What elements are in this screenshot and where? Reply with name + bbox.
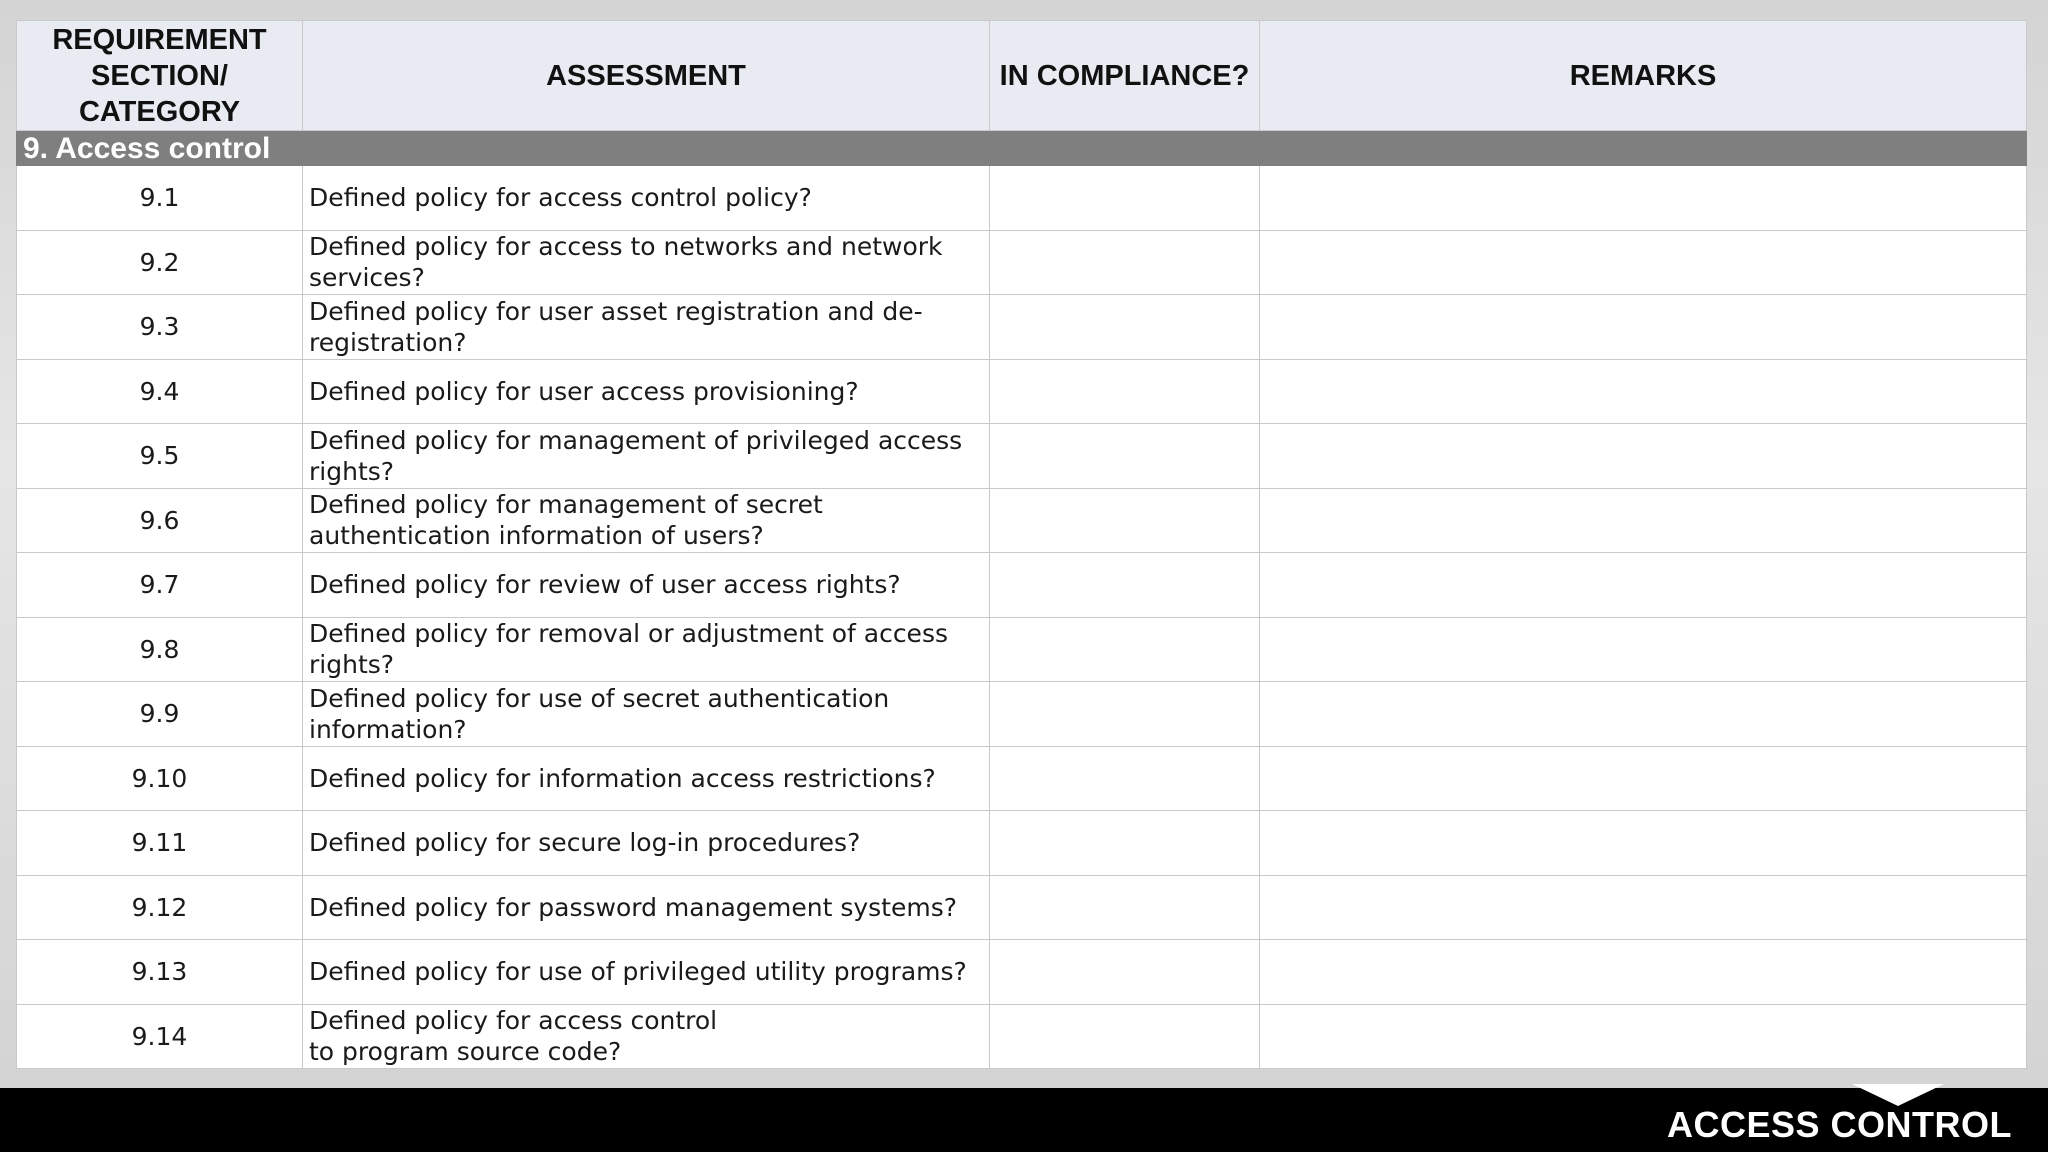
assessment-cell: Defined policy for management of privileged access rights?: [303, 424, 990, 489]
remarks-cell[interactable]: [1260, 875, 2027, 940]
table-row: [17, 1004, 2027, 1069]
in-compliance-cell[interactable]: [990, 746, 1260, 811]
in-compliance-cell[interactable]: [990, 1004, 1260, 1069]
table-row: [17, 940, 2027, 1005]
remarks-cell[interactable]: [1260, 940, 2027, 1005]
table-row: [17, 488, 2027, 553]
table-row: [17, 617, 2027, 682]
in-compliance-cell[interactable]: [990, 617, 1260, 682]
requirement-id-cell: 9.4: [17, 359, 303, 424]
remarks-cell[interactable]: [1260, 166, 2027, 231]
table-row: [17, 811, 2027, 876]
assessment-cell: Defined policy for user asset registration and de-registration?: [303, 295, 990, 360]
in-compliance-cell[interactable]: [990, 811, 1260, 876]
remarks-cell[interactable]: [1260, 682, 2027, 747]
footer-title: ACCESS CONTROL: [1666, 1104, 2012, 1145]
requirement-id-cell: 9.6: [17, 488, 303, 553]
section-header-row: [17, 131, 2027, 166]
requirement-id-cell: 9.14: [17, 1004, 303, 1069]
assessment-cell: Defined policy for management of secret authentication information of users?: [303, 488, 990, 553]
requirement-id-cell: 9.9: [17, 682, 303, 747]
requirement-id-cell: 9.3: [17, 295, 303, 360]
requirement-id-cell: 9.13: [17, 940, 303, 1005]
assessment-cell: Defined policy for password management systems?: [303, 875, 990, 940]
requirement-id-cell: 9.8: [17, 617, 303, 682]
requirement-id-cell: 9.2: [17, 230, 303, 295]
remarks-cell[interactable]: [1260, 488, 2027, 553]
remarks-cell[interactable]: [1260, 295, 2027, 360]
in-compliance-cell[interactable]: [990, 875, 1260, 940]
requirement-id-cell: 9.7: [17, 553, 303, 618]
remarks-cell[interactable]: [1260, 746, 2027, 811]
in-compliance-cell[interactable]: [990, 682, 1260, 747]
table-row: [17, 746, 2027, 811]
header-requirement-section: REQUIREMENT SECTION/ CATEGORY: [17, 21, 303, 131]
remarks-cell[interactable]: [1260, 553, 2027, 618]
section-title: 9. Access control: [17, 131, 2027, 166]
compliance-checklist-table: [16, 20, 2027, 1069]
requirement-id-cell: 9.10: [17, 746, 303, 811]
remarks-cell[interactable]: [1260, 811, 2027, 876]
in-compliance-cell[interactable]: [990, 230, 1260, 295]
header-remarks: REMARKS: [1260, 21, 2027, 131]
assessment-cell: Defined policy for access control policy?: [303, 166, 990, 231]
in-compliance-cell[interactable]: [990, 359, 1260, 424]
header-in-compliance: IN COMPLIANCE?: [990, 21, 1260, 131]
table-row: [17, 553, 2027, 618]
assessment-cell: Defined policy for removal or adjustment of access rights?: [303, 617, 990, 682]
table-row: [17, 359, 2027, 424]
assessment-cell: Defined policy for information access restrictions?: [303, 746, 990, 811]
header-assessment: ASSESSMENT: [303, 21, 990, 131]
table-row: [17, 682, 2027, 747]
assessment-cell: Defined policy for user access provisioning?: [303, 359, 990, 424]
remarks-cell[interactable]: [1260, 1004, 2027, 1069]
in-compliance-cell[interactable]: [990, 488, 1260, 553]
table-row: [17, 230, 2027, 295]
assessment-cell: Defined policy for secure log-in procedures?: [303, 811, 990, 876]
remarks-cell[interactable]: [1260, 424, 2027, 489]
assessment-cell: Defined policy for use of secret authentication information?: [303, 682, 990, 747]
in-compliance-cell[interactable]: [990, 295, 1260, 360]
requirement-id-cell: 9.1: [17, 166, 303, 231]
assessment-cell: Defined policy for use of privileged utility programs?: [303, 940, 990, 1005]
requirement-id-cell: 9.5: [17, 424, 303, 489]
requirement-id-cell: 9.12: [17, 875, 303, 940]
remarks-cell[interactable]: [1260, 359, 2027, 424]
table-row: [17, 875, 2027, 940]
in-compliance-cell[interactable]: [990, 553, 1260, 618]
in-compliance-cell[interactable]: [990, 166, 1260, 231]
table-row: [17, 295, 2027, 360]
remarks-cell[interactable]: [1260, 617, 2027, 682]
assessment-cell: Defined policy for access control to program source code?: [303, 1004, 990, 1069]
assessment-cell: Defined policy for access to networks and network services?: [303, 230, 990, 295]
remarks-cell[interactable]: [1260, 230, 2027, 295]
table-row: [17, 166, 2027, 231]
requirement-id-cell: 9.11: [17, 811, 303, 876]
in-compliance-cell[interactable]: [990, 424, 1260, 489]
in-compliance-cell[interactable]: [990, 940, 1260, 1005]
assessment-cell: Defined policy for review of user access rights?: [303, 553, 990, 618]
table-header-row: [17, 21, 2027, 131]
table-row: [17, 424, 2027, 489]
